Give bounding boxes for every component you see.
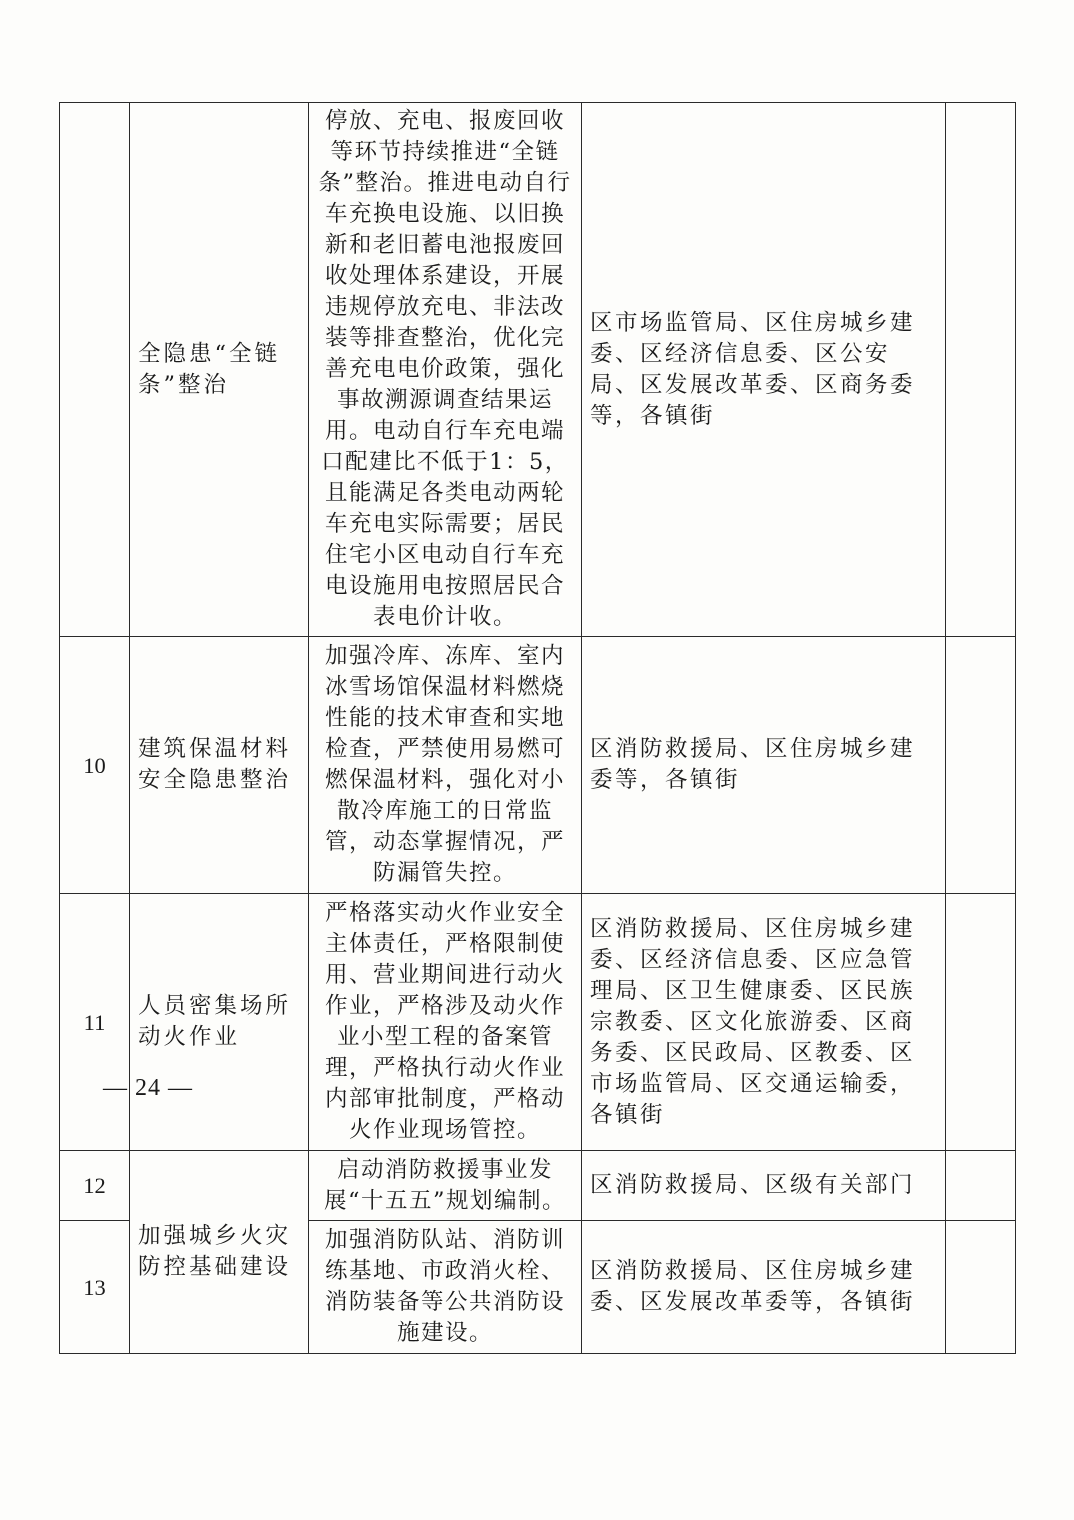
responsible-departments: 区市场监管局、区住房城乡建委、区经济信息委、区公安局、区发展改革委、区商务委等，各镇街 [582,103,946,637]
row-number: 10 [60,637,130,894]
table-row [60,1151,1016,1221]
page-number: — 24 — [103,1075,193,1101]
task-name: 加强城乡火灾防控基础建设 [130,1151,309,1354]
row-number: 13 [60,1221,130,1354]
task-name: 全隐患“全链条”整治 [130,103,309,637]
responsible-departments: 区消防救援局、区住房城乡建委等，各镇街 [582,637,946,894]
task-measures: 启动消防救援事业发展“十五五”规划编制。 [309,1151,582,1221]
responsible-departments: 区消防救援局、区住房城乡建委、区发展改革委等，各镇街 [582,1221,946,1354]
task-measures: 停放、充电、报废回收等环节持续推进“全链条”整治。推进电动自行车充换电设施、以旧换新和老旧蓄电池报废回收处理体系建设，开展违规停放充电、非法改装等排查整治，优化完善充电电价政策，强化事故溯源调查结果运用。电动自行车充电端口配建比不低于1：5，且能满足各类电动两轮车充电实际需要；居民住宅小区电动自行车充电设施用电按照居民合表电价计收。 [309,103,582,637]
remarks-cell [946,637,1016,894]
task-name: 建筑保温材料安全隐患整治 [130,637,309,894]
table-row [60,637,1016,894]
remarks-cell [946,894,1016,1151]
task-measures: 严格落实动火作业安全主体责任，严格限制使用、营业期间进行动火作业，严格涉及动火作业小型工程的备案管理，严格执行动火作业内部审批制度，严格动火作业现场管控。 [309,894,582,1151]
row-number: 12 [60,1151,130,1221]
task-measures: 加强消防队站、消防训练基地、市政消火栓、消防装备等公共消防设施建设。 [309,1221,582,1354]
table-row [60,103,1016,637]
row-number [60,103,130,637]
responsible-departments: 区消防救援局、区级有关部门 [582,1151,946,1221]
task-name: 人员密集场所动火作业 [130,894,309,1151]
remarks-cell [946,103,1016,637]
remarks-cell [946,1221,1016,1354]
measures-table [59,102,1016,1354]
task-measures: 加强冷库、冻库、室内冰雪场馆保温材料燃烧性能的技术审查和实地检查，严禁使用易燃可燃保温材料，强化对小散冷库施工的日常监管，动态掌握情况，严防漏管失控。 [309,637,582,894]
row-number: 11 [60,894,130,1151]
remarks-cell [946,1151,1016,1221]
responsible-departments: 区消防救援局、区住房城乡建委、区经济信息委、区应急管理局、区卫生健康委、区民族宗教委、区文化旅游委、区商务委、区民政局、区教委、区市场监管局、区交通运输委，各镇街 [582,894,946,1151]
table-row [60,894,1016,1151]
